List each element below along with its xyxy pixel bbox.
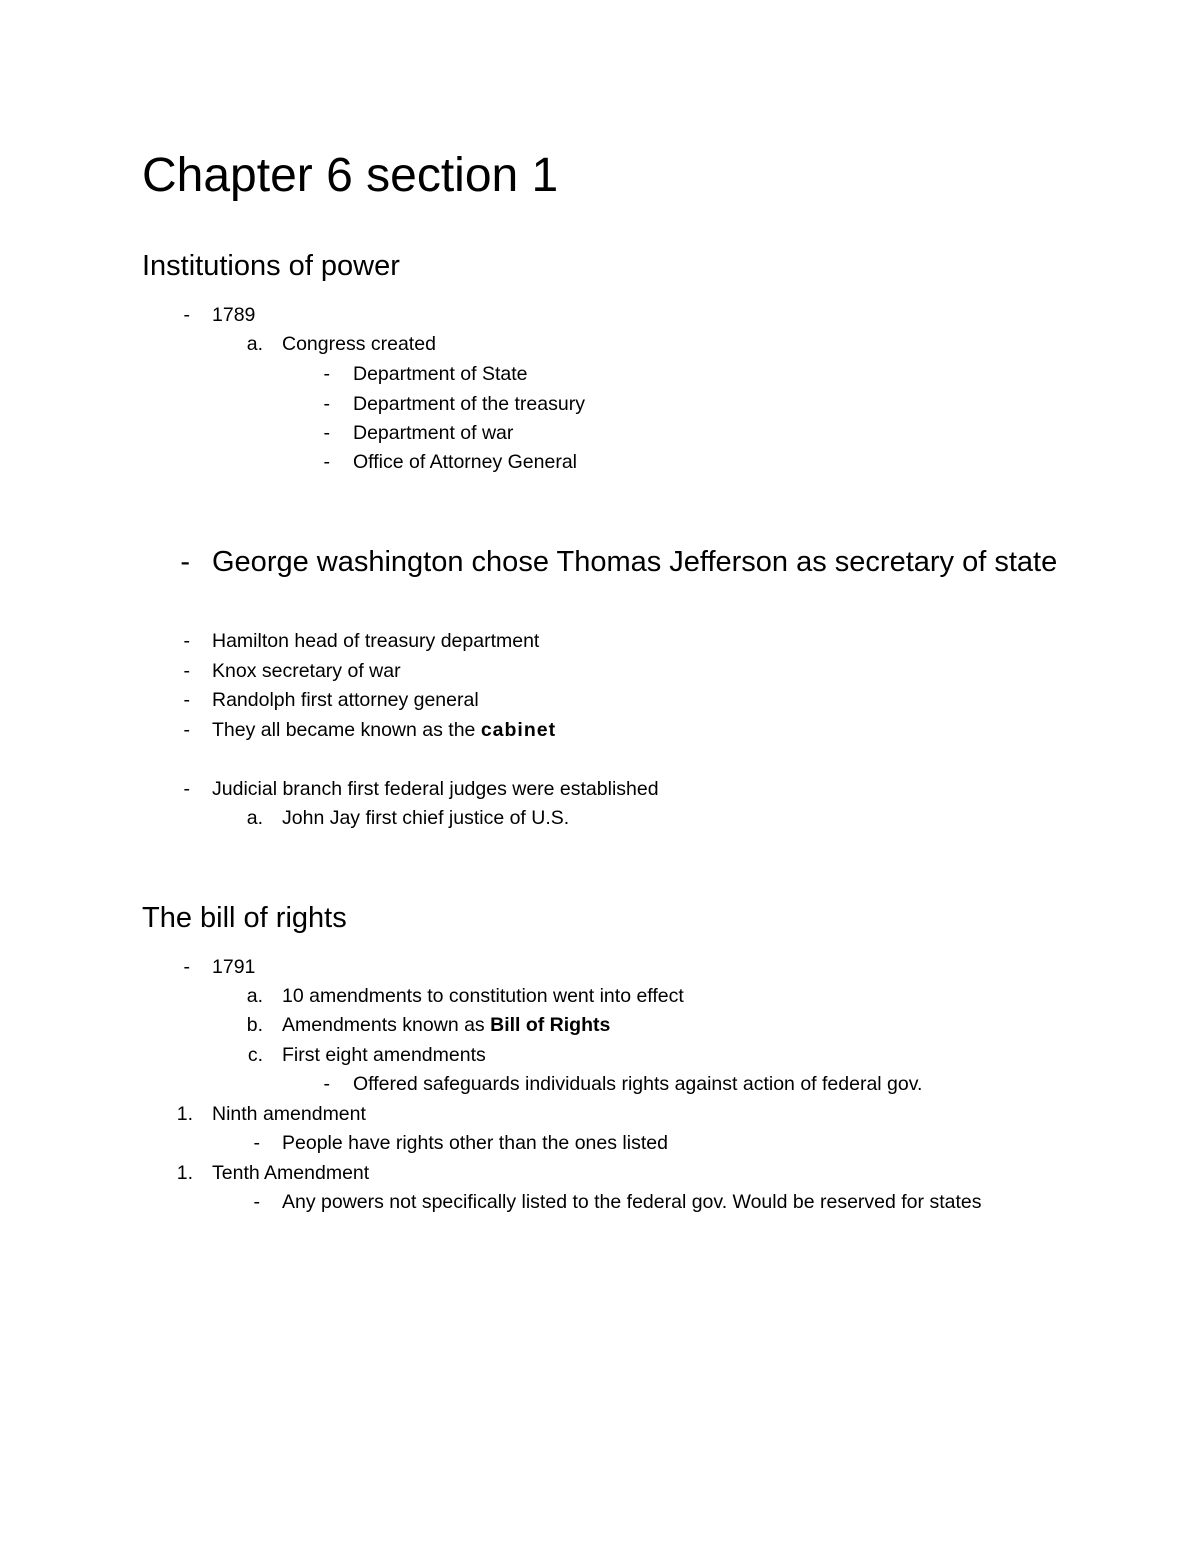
list-item-text: 1791 <box>212 956 256 978</box>
list-item-text: Judicial branch first federal judges were established <box>212 778 659 800</box>
bill-of-rights-term: Bill of Rights <box>490 1014 611 1036</box>
bullet-dash: - <box>323 363 330 385</box>
list-item-text: 10 amendments to constitution went into effect <box>282 985 684 1007</box>
list-marker-1: 1. <box>176 1162 193 1184</box>
list-item-text: Hamilton head of treasury department <box>212 630 540 652</box>
list-item-text: Department of war <box>353 422 514 444</box>
bullet-dash: - <box>323 393 330 415</box>
bullet-dash: - <box>253 1132 260 1154</box>
list-item-text: Congress created <box>282 333 436 355</box>
bullet-dash: - <box>183 956 190 978</box>
bullet-dash: - <box>183 719 190 741</box>
bullet-dash: - <box>323 422 330 444</box>
bullet-dash: - <box>183 304 190 326</box>
list-marker-1: 1. <box>176 1103 193 1125</box>
list-item-text: Tenth Amendment <box>212 1162 370 1184</box>
list-marker-a: a. <box>246 333 263 355</box>
section-heading-bill-of-rights: The bill of rights <box>142 902 347 934</box>
list-item-large <box>0 542 1200 632</box>
list-item-text: Ninth amendment <box>212 1103 366 1125</box>
cabinet-prefix: They all became known as the <box>212 719 481 741</box>
bullet-dash: - <box>180 546 190 578</box>
list-item-text <box>282 1011 610 1039</box>
bullet-dash: - <box>183 630 190 652</box>
list-marker-c: c. <box>247 1044 263 1066</box>
list-item-text: Department of State <box>353 363 528 385</box>
list-item-text: Randolph first attorney general <box>212 689 479 711</box>
bullet-dash: - <box>253 1191 260 1213</box>
list-item-text <box>212 716 556 744</box>
list-marker-b: b. <box>246 1014 263 1036</box>
bullet-dash: - <box>323 451 330 473</box>
list-item-text: 1789 <box>212 304 256 326</box>
list-marker-a: a. <box>246 985 263 1007</box>
list-item-text: Office of Attorney General <box>353 451 578 473</box>
known-as-prefix: Amendments known as <box>282 1014 491 1036</box>
list-item-text: Knox secretary of war <box>212 660 401 682</box>
list-item-text: Any powers not specifically listed to the federal gov. Would be reserved for states <box>282 1191 982 1213</box>
page-title: Chapter 6 section 1 <box>142 149 559 202</box>
list-marker-a: a. <box>246 807 263 829</box>
bullet-dash: - <box>183 778 190 800</box>
bullet-dash: - <box>183 660 190 682</box>
list-item-text: Department of the treasury <box>353 393 585 415</box>
list-item-text: First eight amendments <box>282 1044 486 1066</box>
list-item-text: People have rights other than the ones listed <box>282 1132 668 1154</box>
bullet-dash: - <box>323 1073 330 1095</box>
bullet-dash: - <box>183 689 190 711</box>
cabinet-term: cabinet <box>480 719 557 741</box>
section-heading-institutions: Institutions of power <box>142 250 400 282</box>
list-item-text: George washington chose Thomas Jefferson as secretary of state <box>212 546 1058 578</box>
list-item-text: Offered safeguards individuals rights against action of federal gov. <box>353 1073 923 1095</box>
list-item-text: John Jay first chief justice of U.S. <box>282 807 570 829</box>
